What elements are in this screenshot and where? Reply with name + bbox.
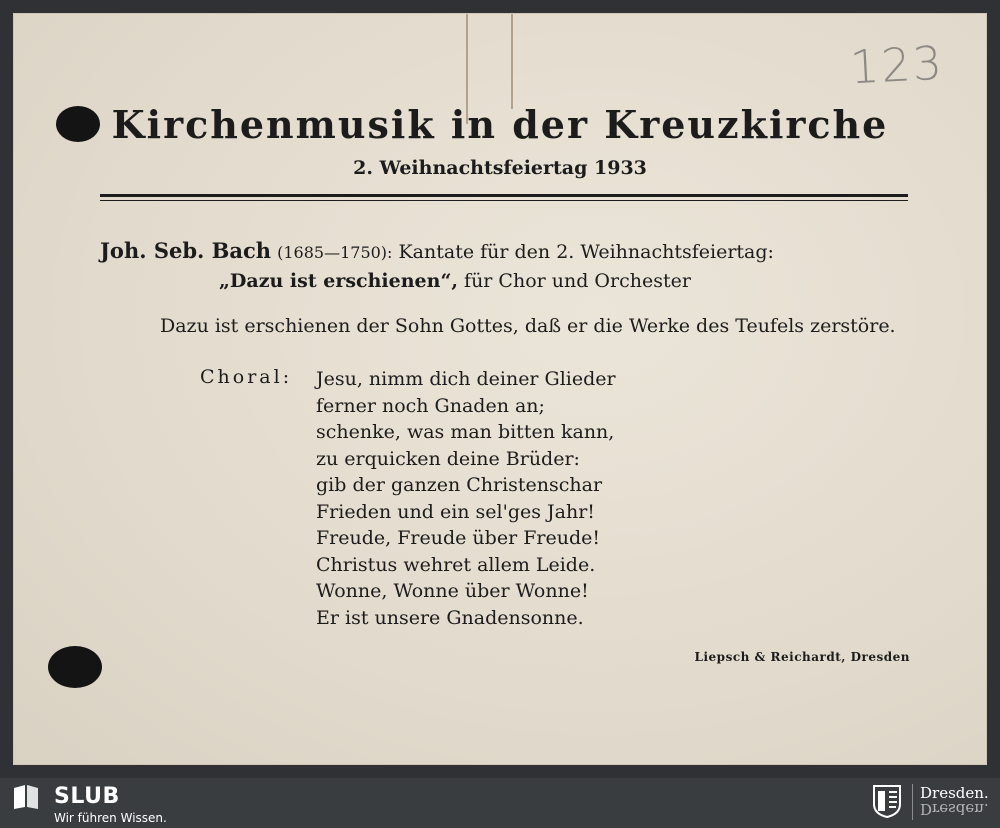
slub-book-icon[interactable]	[12, 784, 40, 810]
work-scoring: für Chor und Orchester	[464, 270, 691, 292]
composer-dates: (1685—1750):	[277, 243, 393, 262]
archive-number: 123	[848, 35, 946, 95]
choral-line: Er ist unsere Gnadensonne.	[316, 606, 584, 629]
title-rule	[100, 194, 908, 197]
printer-imprint: Liepsch & Reichardt, Dresden	[694, 650, 910, 664]
program-sheet	[14, 14, 986, 764]
choral-line: ferner noch Gnaden an;	[316, 394, 545, 417]
document-subtitle: 2. Weihnachtsfeiertag 1933	[353, 157, 647, 179]
footer-divider	[912, 784, 913, 820]
choral-line: gib der ganzen Christenschar	[316, 474, 603, 496]
work-title: „Dazu ist erschienen“,	[219, 270, 458, 292]
choral-line: Jesu, nimm dich deiner Glieder	[316, 368, 616, 390]
title-rule-thin	[100, 200, 908, 201]
work-intro: Kantate für den 2. Weihnachtsfeiertag:	[398, 241, 774, 263]
composer-line	[100, 238, 774, 263]
choral-text	[316, 366, 616, 631]
library-slogan: Wir führen Wissen.	[54, 811, 167, 825]
dresden-crest-icon[interactable]	[872, 784, 902, 818]
choral-line: Frieden und ein sel'ges Jahr!	[316, 500, 595, 523]
fold-mark	[511, 14, 513, 109]
choral-line: zu erquicken deine Brüder:	[316, 447, 580, 470]
document-title: Kirchenmusik in der Kreuzkirche	[111, 102, 889, 147]
choral-line: Christus wehret allem Leide.	[316, 553, 596, 576]
composer-name: Joh. Seb. Bach	[100, 238, 272, 263]
library-name[interactable]: SLUB	[54, 784, 120, 809]
punch-hole	[48, 646, 102, 688]
choral-line: Wonne, Wonne über Wonne!	[316, 580, 589, 602]
choral-label: Choral:	[200, 366, 293, 388]
viewer-footer	[0, 778, 1000, 828]
choral-line: Freude, Freude über Freude!	[316, 527, 600, 549]
work-line	[219, 270, 691, 292]
intro-text: Dazu ist erschienen der Sohn Gottes, daß er die Werke des Teufels zerstöre.	[160, 315, 896, 337]
city-name-reflection: Dresden.	[920, 800, 989, 818]
choral-line: schenke, was man bitten kann,	[316, 421, 615, 443]
city-name[interactable]: Dresden.	[920, 784, 989, 802]
